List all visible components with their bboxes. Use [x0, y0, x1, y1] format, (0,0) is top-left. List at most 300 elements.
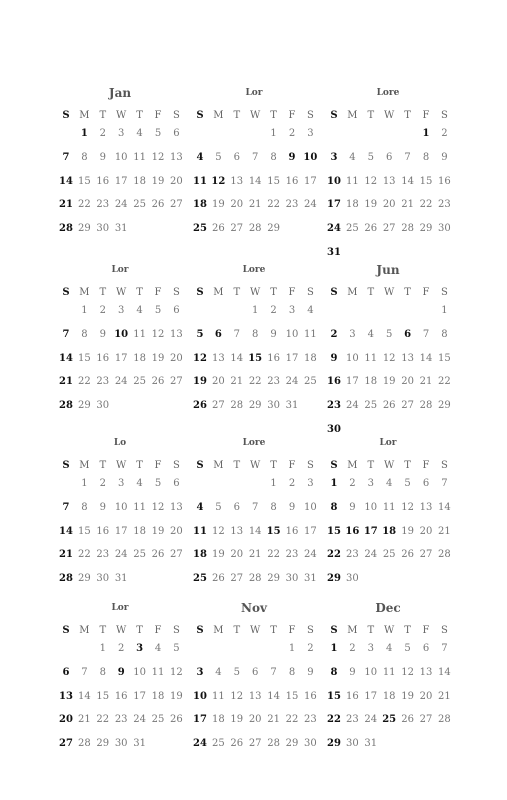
day-cell[interactable]: 29: [78, 223, 91, 235]
day-cell[interactable]: 15: [285, 690, 299, 702]
day-cell[interactable]: 21: [59, 549, 73, 561]
day-cell[interactable]: 15: [327, 525, 341, 537]
day-cell[interactable]: 28: [59, 400, 73, 412]
day-cell[interactable]: 20: [419, 690, 433, 702]
day-cell[interactable]: 10: [193, 690, 207, 702]
day-cell[interactable]: 13: [59, 690, 73, 702]
day-cell[interactable]: 16: [96, 352, 110, 364]
day-cell[interactable]: 29: [285, 738, 299, 750]
day-cell[interactable]: 29: [327, 573, 341, 585]
day-cell[interactable]: 4: [367, 328, 374, 340]
day-cell[interactable]: 11: [382, 501, 396, 513]
day-cell[interactable]: 22: [419, 199, 433, 211]
day-cell[interactable]: 29: [248, 400, 262, 412]
day-cell[interactable]: 24: [346, 400, 359, 412]
day-cell[interactable]: 11: [382, 666, 396, 678]
day-cell[interactable]: 8: [252, 328, 259, 340]
day-cell[interactable]: 13: [230, 525, 244, 537]
day-cell[interactable]: 10: [327, 175, 341, 187]
day-cell[interactable]: 25: [193, 573, 207, 585]
day-cell[interactable]: 19: [230, 714, 244, 726]
day-cell[interactable]: 30: [96, 400, 110, 412]
day-cell[interactable]: 1: [252, 305, 259, 316]
day-cell[interactable]: 12: [151, 501, 165, 513]
day-cell[interactable]: 7: [404, 151, 411, 163]
day-cell[interactable]: 15: [327, 690, 341, 702]
day-cell[interactable]: 22: [438, 376, 451, 388]
day-cell[interactable]: 14: [230, 352, 244, 364]
day-cell[interactable]: 11: [304, 328, 317, 340]
day-cell[interactable]: 21: [248, 199, 262, 211]
day-cell[interactable]: 12: [211, 175, 226, 187]
day-cell[interactable]: 18: [133, 175, 146, 187]
day-cell[interactable]: 28: [78, 738, 91, 750]
day-cell[interactable]: 22: [267, 199, 280, 211]
day-cell[interactable]: 10: [114, 151, 128, 163]
day-cell[interactable]: 20: [59, 714, 73, 726]
day-cell[interactable]: 15: [96, 690, 110, 702]
day-cell[interactable]: 25: [346, 223, 359, 235]
day-cell[interactable]: 9: [349, 666, 356, 678]
day-cell[interactable]: 16: [96, 175, 110, 187]
day-cell[interactable]: 5: [386, 328, 393, 340]
day-cell[interactable]: 25: [133, 199, 146, 211]
day-cell[interactable]: 23: [267, 376, 280, 388]
day-cell[interactable]: 16: [114, 690, 128, 702]
day-cell[interactable]: 3: [349, 328, 356, 340]
day-cell[interactable]: 12: [151, 328, 165, 340]
day-cell[interactable]: 20: [170, 352, 183, 364]
day-cell[interactable]: 15: [419, 175, 433, 187]
day-cell[interactable]: 24: [193, 738, 207, 750]
day-cell[interactable]: 29: [96, 738, 110, 750]
day-cell[interactable]: 9: [441, 151, 448, 163]
day-cell[interactable]: 8: [288, 666, 296, 678]
day-cell[interactable]: 28: [230, 400, 244, 412]
day-cell[interactable]: 27: [170, 376, 183, 388]
day-cell[interactable]: 8: [330, 666, 338, 678]
day-cell[interactable]: 17: [133, 690, 146, 702]
day-cell[interactable]: 4: [215, 666, 222, 678]
day-cell[interactable]: 6: [173, 305, 180, 316]
day-cell[interactable]: 4: [196, 151, 204, 163]
day-cell[interactable]: 13: [248, 690, 262, 702]
day-cell[interactable]: 29: [419, 223, 433, 235]
day-cell[interactable]: 24: [114, 199, 128, 211]
day-cell[interactable]: 25: [151, 714, 165, 726]
day-cell[interactable]: 18: [212, 714, 225, 726]
day-cell[interactable]: 4: [196, 501, 204, 513]
day-cell[interactable]: 12: [170, 666, 183, 678]
day-cell[interactable]: 21: [59, 376, 73, 388]
day-cell[interactable]: 27: [248, 738, 262, 750]
day-cell[interactable]: 24: [133, 714, 146, 726]
day-cell[interactable]: 31: [133, 738, 146, 750]
day-cell[interactable]: 4: [386, 643, 393, 654]
day-cell[interactable]: 13: [230, 175, 244, 187]
day-cell[interactable]: 5: [215, 151, 222, 163]
day-cell[interactable]: 29: [267, 223, 280, 235]
day-cell[interactable]: 2: [270, 305, 277, 316]
day-cell[interactable]: 1: [422, 128, 430, 139]
day-cell[interactable]: 12: [401, 666, 414, 678]
day-cell[interactable]: 25: [364, 400, 378, 412]
day-cell[interactable]: 31: [285, 400, 299, 412]
day-cell[interactable]: 11: [346, 175, 359, 187]
day-cell[interactable]: 23: [96, 549, 110, 561]
day-cell[interactable]: 23: [96, 199, 110, 211]
day-cell[interactable]: 6: [62, 666, 70, 678]
day-cell[interactable]: 16: [345, 525, 360, 537]
day-cell[interactable]: 5: [404, 478, 411, 489]
day-cell[interactable]: 10: [133, 666, 146, 678]
day-cell[interactable]: 9: [330, 352, 338, 364]
day-cell[interactable]: 29: [78, 573, 91, 585]
day-cell[interactable]: 30: [285, 573, 299, 585]
day-cell[interactable]: 1: [288, 643, 296, 654]
day-cell[interactable]: 19: [212, 199, 225, 211]
day-cell[interactable]: 13: [212, 352, 225, 364]
day-cell[interactable]: 11: [133, 501, 146, 513]
day-cell[interactable]: 28: [438, 549, 451, 561]
day-cell[interactable]: 19: [170, 690, 183, 702]
day-cell[interactable]: 7: [270, 666, 277, 678]
day-cell[interactable]: 20: [401, 376, 414, 388]
day-cell[interactable]: 17: [304, 175, 317, 187]
day-cell[interactable]: 7: [252, 151, 259, 163]
day-cell[interactable]: 19: [382, 376, 396, 388]
day-cell[interactable]: 1: [330, 643, 338, 654]
day-cell[interactable]: 21: [267, 714, 280, 726]
day-cell[interactable]: 22: [327, 714, 341, 726]
day-cell[interactable]: 13: [170, 328, 183, 340]
day-cell[interactable]: 6: [233, 501, 240, 513]
day-cell[interactable]: 20: [212, 376, 225, 388]
day-cell[interactable]: 21: [248, 549, 262, 561]
day-cell[interactable]: 2: [99, 128, 106, 139]
day-cell[interactable]: 14: [59, 525, 73, 537]
day-cell[interactable]: 26: [401, 714, 414, 726]
day-cell[interactable]: 17: [114, 352, 128, 364]
day-cell[interactable]: 14: [248, 175, 262, 187]
day-cell[interactable]: 27: [382, 223, 396, 235]
day-cell[interactable]: 4: [349, 151, 356, 163]
day-cell[interactable]: 2: [349, 643, 356, 654]
day-cell[interactable]: 31: [327, 247, 341, 258]
day-cell[interactable]: 5: [154, 305, 162, 316]
day-cell[interactable]: 6: [173, 128, 180, 139]
day-cell[interactable]: 10: [364, 501, 378, 513]
day-cell[interactable]: 9: [117, 666, 125, 678]
day-cell[interactable]: 25: [133, 376, 146, 388]
day-cell[interactable]: 21: [401, 199, 414, 211]
day-cell[interactable]: 3: [288, 305, 296, 316]
day-cell[interactable]: 17: [193, 714, 207, 726]
day-cell[interactable]: 21: [230, 376, 244, 388]
day-cell[interactable]: 14: [78, 690, 91, 702]
day-cell[interactable]: 28: [59, 223, 73, 235]
day-cell[interactable]: 2: [307, 643, 314, 654]
day-cell[interactable]: 26: [151, 376, 165, 388]
day-cell[interactable]: 31: [364, 738, 378, 750]
day-cell[interactable]: 18: [382, 525, 397, 537]
day-cell[interactable]: 28: [438, 714, 451, 726]
day-cell[interactable]: 10: [285, 328, 299, 340]
day-cell[interactable]: 15: [78, 175, 91, 187]
day-cell[interactable]: 27: [212, 400, 225, 412]
day-cell[interactable]: 18: [133, 352, 146, 364]
day-cell[interactable]: 7: [441, 643, 448, 654]
day-cell[interactable]: 7: [62, 501, 70, 513]
day-cell[interactable]: 13: [419, 666, 433, 678]
day-cell[interactable]: 2: [349, 478, 356, 489]
day-cell[interactable]: 20: [248, 714, 262, 726]
day-cell[interactable]: 20: [230, 199, 244, 211]
day-cell[interactable]: 28: [401, 223, 414, 235]
day-cell[interactable]: 15: [78, 352, 91, 364]
day-cell[interactable]: 19: [193, 376, 207, 388]
day-cell[interactable]: 2: [118, 643, 125, 654]
day-cell[interactable]: 9: [288, 501, 296, 513]
day-cell[interactable]: 2: [441, 128, 448, 139]
day-cell[interactable]: 21: [419, 376, 433, 388]
day-cell[interactable]: 8: [270, 151, 277, 163]
day-cell[interactable]: 4: [136, 305, 143, 316]
day-cell[interactable]: 30: [114, 738, 128, 750]
day-cell[interactable]: 16: [285, 525, 299, 537]
day-cell[interactable]: 25: [193, 223, 207, 235]
day-cell[interactable]: 7: [62, 151, 70, 163]
day-cell[interactable]: 8: [422, 151, 430, 163]
day-cell[interactable]: 28: [248, 223, 262, 235]
day-cell[interactable]: 16: [438, 175, 451, 187]
day-cell[interactable]: 1: [270, 478, 277, 489]
day-cell[interactable]: 1: [81, 305, 88, 316]
day-cell[interactable]: 18: [364, 376, 378, 388]
day-cell[interactable]: 20: [230, 549, 244, 561]
day-cell[interactable]: 25: [133, 549, 146, 561]
day-cell[interactable]: 30: [438, 223, 451, 235]
day-cell[interactable]: 3: [136, 643, 144, 654]
day-cell[interactable]: 30: [346, 573, 359, 585]
day-cell[interactable]: 23: [346, 549, 359, 561]
day-cell[interactable]: 17: [114, 175, 128, 187]
day-cell[interactable]: 26: [193, 400, 207, 412]
day-cell[interactable]: 19: [364, 199, 378, 211]
day-cell[interactable]: 8: [81, 151, 88, 163]
day-cell[interactable]: 11: [193, 525, 207, 537]
day-cell[interactable]: 20: [170, 525, 183, 537]
day-cell[interactable]: 16: [285, 175, 299, 187]
day-cell[interactable]: 22: [285, 714, 299, 726]
day-cell[interactable]: 20: [170, 175, 183, 187]
day-cell[interactable]: 26: [212, 573, 225, 585]
day-cell[interactable]: 29: [438, 400, 451, 412]
day-cell[interactable]: 24: [114, 376, 128, 388]
day-cell[interactable]: 6: [214, 328, 222, 340]
day-cell[interactable]: 27: [419, 549, 433, 561]
day-cell[interactable]: 11: [133, 151, 146, 163]
day-cell[interactable]: 11: [151, 666, 165, 678]
day-cell[interactable]: 24: [304, 549, 317, 561]
day-cell[interactable]: 1: [270, 128, 277, 139]
day-cell[interactable]: 3: [307, 128, 314, 139]
day-cell[interactable]: 13: [170, 151, 183, 163]
day-cell[interactable]: 10: [364, 666, 378, 678]
day-cell[interactable]: 6: [422, 643, 430, 654]
day-cell[interactable]: 18: [133, 525, 146, 537]
day-cell[interactable]: 1: [441, 305, 448, 316]
day-cell[interactable]: 5: [196, 328, 204, 340]
day-cell[interactable]: 30: [346, 738, 359, 750]
day-cell[interactable]: 19: [212, 549, 225, 561]
day-cell[interactable]: 5: [233, 666, 240, 678]
day-cell[interactable]: 3: [118, 128, 125, 139]
day-cell[interactable]: 13: [170, 501, 183, 513]
day-cell[interactable]: 10: [114, 501, 128, 513]
day-cell[interactable]: 26: [382, 400, 396, 412]
day-cell[interactable]: 9: [99, 328, 106, 340]
day-cell[interactable]: 9: [270, 328, 277, 340]
day-cell[interactable]: 12: [401, 501, 414, 513]
day-cell[interactable]: 26: [230, 738, 244, 750]
day-cell[interactable]: 9: [349, 501, 356, 513]
day-cell[interactable]: 12: [364, 175, 378, 187]
day-cell[interactable]: 17: [285, 352, 299, 364]
day-cell[interactable]: 27: [401, 400, 414, 412]
day-cell[interactable]: 4: [386, 478, 393, 489]
day-cell[interactable]: 26: [151, 549, 165, 561]
day-cell[interactable]: 31: [114, 573, 128, 585]
day-cell[interactable]: 26: [170, 714, 183, 726]
day-cell[interactable]: 23: [114, 714, 128, 726]
day-cell[interactable]: 5: [404, 643, 411, 654]
day-cell[interactable]: 23: [304, 714, 317, 726]
day-cell[interactable]: 12: [212, 525, 225, 537]
day-cell[interactable]: 18: [382, 690, 396, 702]
day-cell[interactable]: 30: [96, 223, 110, 235]
day-cell[interactable]: 26: [364, 223, 378, 235]
day-cell[interactable]: 24: [364, 714, 378, 726]
day-cell[interactable]: 5: [367, 151, 374, 163]
day-cell[interactable]: 13: [419, 501, 433, 513]
day-cell[interactable]: 3: [118, 305, 125, 316]
day-cell[interactable]: 14: [438, 501, 451, 513]
day-cell[interactable]: 17: [364, 690, 378, 702]
day-cell[interactable]: 4: [136, 128, 143, 139]
day-cell[interactable]: 7: [81, 666, 88, 678]
day-cell[interactable]: 23: [285, 199, 299, 211]
day-cell[interactable]: 12: [382, 352, 396, 364]
day-cell[interactable]: 16: [304, 690, 317, 702]
day-cell[interactable]: 4: [136, 478, 143, 489]
day-cell[interactable]: 27: [230, 573, 244, 585]
day-cell[interactable]: 11: [212, 690, 225, 702]
day-cell[interactable]: 17: [346, 376, 359, 388]
day-cell[interactable]: 3: [367, 643, 374, 654]
day-cell[interactable]: 17: [114, 525, 128, 537]
day-cell[interactable]: 1: [80, 128, 88, 139]
day-cell[interactable]: 29: [78, 400, 91, 412]
day-cell[interactable]: 4: [307, 305, 314, 316]
day-cell[interactable]: 21: [438, 690, 451, 702]
day-cell[interactable]: 15: [266, 525, 281, 537]
day-cell[interactable]: 10: [114, 328, 129, 340]
day-cell[interactable]: 3: [196, 666, 204, 678]
day-cell[interactable]: 6: [404, 328, 412, 340]
day-cell[interactable]: 8: [270, 501, 277, 513]
day-cell[interactable]: 22: [327, 549, 341, 561]
day-cell[interactable]: 16: [327, 376, 341, 388]
day-cell[interactable]: 21: [438, 525, 451, 537]
day-cell[interactable]: 24: [364, 549, 378, 561]
day-cell[interactable]: 19: [151, 525, 165, 537]
day-cell[interactable]: 18: [151, 690, 165, 702]
day-cell[interactable]: 1: [99, 643, 106, 654]
day-cell[interactable]: 14: [401, 175, 414, 187]
day-cell[interactable]: 28: [267, 738, 280, 750]
day-cell[interactable]: 5: [173, 643, 180, 654]
day-cell[interactable]: 5: [154, 478, 162, 489]
day-cell[interactable]: 31: [114, 223, 128, 235]
day-cell[interactable]: 19: [151, 175, 165, 187]
day-cell[interactable]: 5: [154, 128, 162, 139]
day-cell[interactable]: 15: [438, 352, 451, 364]
day-cell[interactable]: 17: [327, 199, 341, 211]
day-cell[interactable]: 26: [212, 223, 225, 235]
day-cell[interactable]: 3: [307, 478, 314, 489]
day-cell[interactable]: 2: [330, 328, 338, 340]
day-cell[interactable]: 14: [59, 175, 73, 187]
day-cell[interactable]: 12: [193, 352, 207, 364]
day-cell[interactable]: 25: [382, 549, 396, 561]
day-cell[interactable]: 31: [304, 573, 317, 585]
day-cell[interactable]: 6: [233, 151, 240, 163]
day-cell[interactable]: 26: [401, 549, 414, 561]
day-cell[interactable]: 29: [267, 573, 280, 585]
day-cell[interactable]: 7: [252, 501, 259, 513]
day-cell[interactable]: 27: [59, 738, 73, 750]
day-cell[interactable]: 25: [382, 714, 397, 726]
day-cell[interactable]: 11: [364, 352, 378, 364]
day-cell[interactable]: 11: [133, 328, 146, 340]
day-cell[interactable]: 21: [59, 199, 73, 211]
day-cell[interactable]: 17: [304, 525, 317, 537]
day-cell[interactable]: 8: [81, 501, 88, 513]
day-cell[interactable]: 27: [170, 549, 183, 561]
day-cell[interactable]: 15: [267, 175, 280, 187]
day-cell[interactable]: 24: [114, 549, 128, 561]
day-cell[interactable]: 18: [304, 352, 317, 364]
day-cell[interactable]: 10: [346, 352, 359, 364]
day-cell[interactable]: 25: [304, 376, 317, 388]
day-cell[interactable]: 17: [363, 525, 378, 537]
day-cell[interactable]: 28: [248, 573, 262, 585]
day-cell[interactable]: 8: [81, 328, 88, 340]
day-cell[interactable]: 23: [327, 400, 341, 412]
day-cell[interactable]: 22: [248, 376, 262, 388]
day-cell[interactable]: 22: [96, 714, 110, 726]
day-cell[interactable]: 5: [215, 501, 222, 513]
day-cell[interactable]: 15: [78, 525, 91, 537]
day-cell[interactable]: 30: [304, 738, 317, 750]
day-cell[interactable]: 30: [96, 573, 110, 585]
day-cell[interactable]: 24: [285, 376, 299, 388]
day-cell[interactable]: 22: [267, 549, 280, 561]
day-cell[interactable]: 16: [267, 352, 280, 364]
day-cell[interactable]: 7: [62, 328, 70, 340]
day-cell[interactable]: 30: [327, 424, 341, 435]
